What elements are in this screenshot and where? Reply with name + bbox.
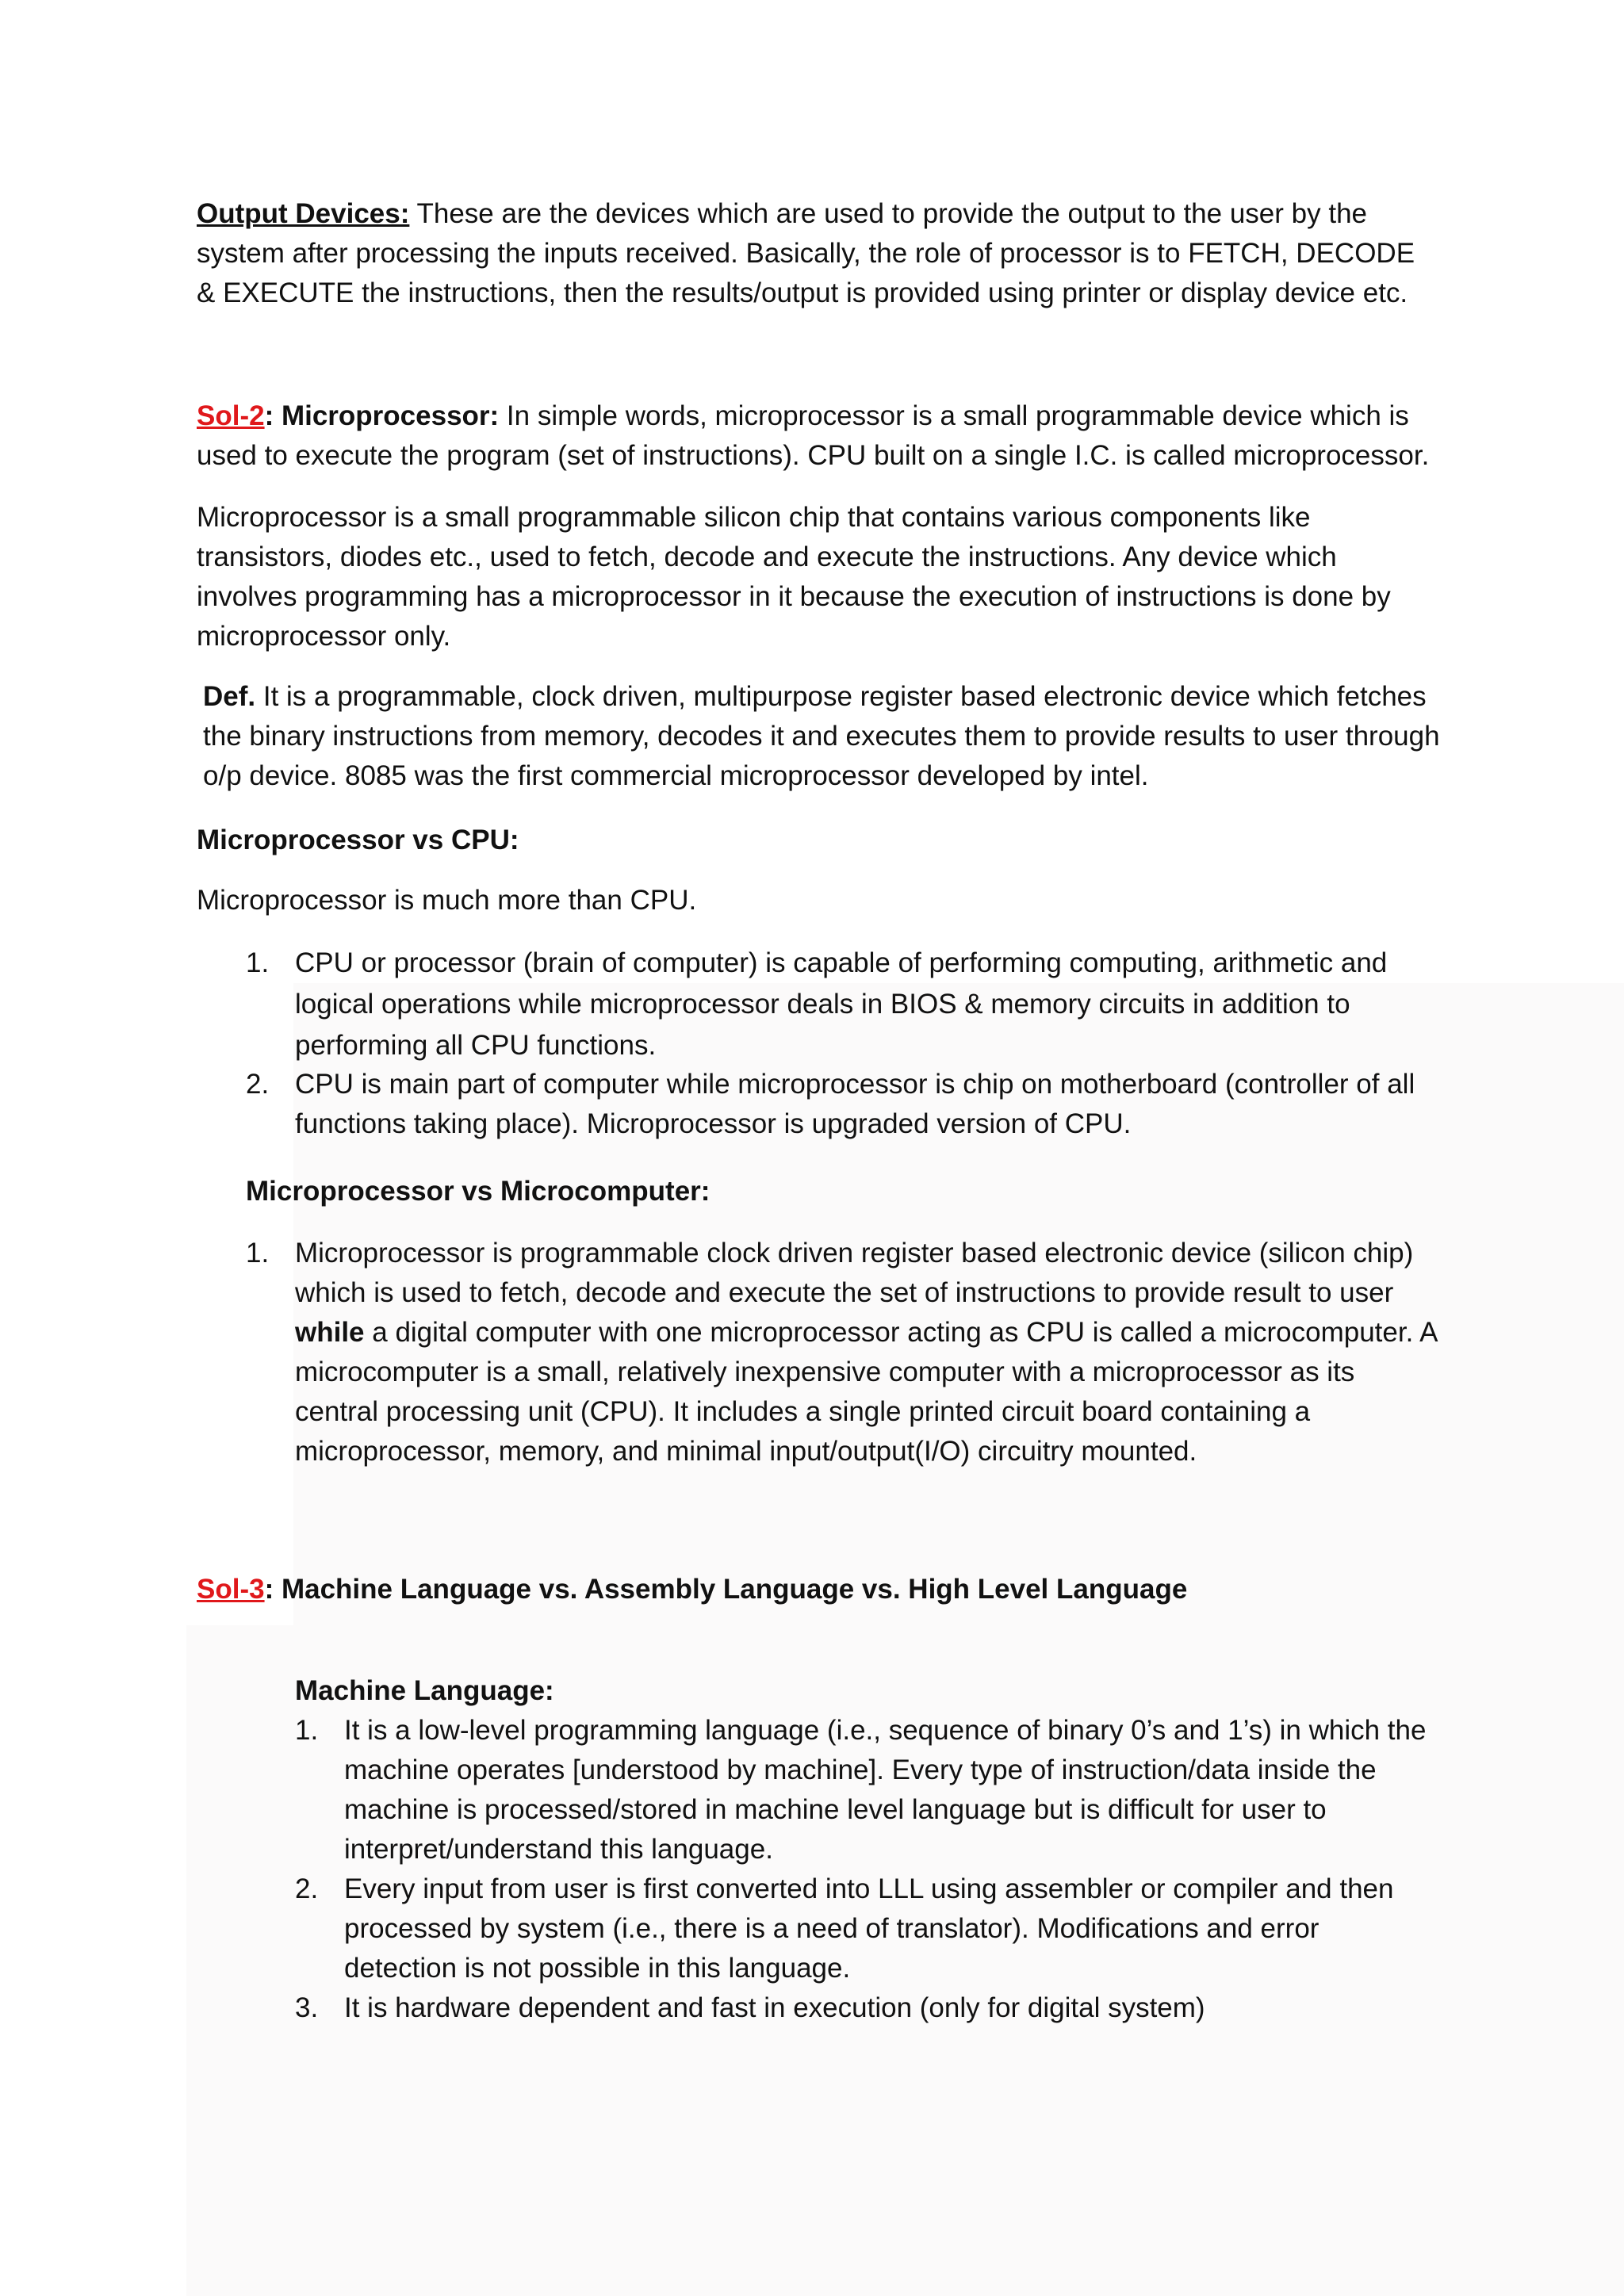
sol2-paragraph-2: Microprocessor is a small programmable silicon chip that contains various components like transistors, diodes etc., used to fetch, decode and execute the instructions. Any device which involves programming has a microprocessor in it because the execution of instructions is done by microprocessor only. [197,502,1391,652]
list-item [246,1234,1437,1471]
definition-paragraph [203,677,1440,796]
list-number: 2. [246,1069,270,1100]
sol2-title: Microprocessor: [274,400,500,431]
output-devices-text: These are the devices which are used to provide the output to the user by the system after processing the inputs received. Basically, the role of processor is to FETCH, DECODE & EXECUTE the instructions, then the results/output is provided using printer or display device etc. [197,198,1415,308]
list-number: 1. [246,1238,270,1269]
sol3-colon: : [264,1574,274,1605]
sol2-colon: : [264,400,274,431]
list-item-text-continued: a digital computer with one microprocessor acting as CPU is called a microcomputer. A microcomputer is a small, relatively inexpensive computer with a microprocessor as its central processing unit (CPU). It includes a single printed circuit board containing a microprocessor, memory, and minimal input/output(I/O) circuitry mounted. [295,1317,1437,1467]
sol3-title: Machine Language vs. Assembly Language vs. High Level Language [274,1574,1188,1605]
definition-text: It is a programmable, clock driven, multipurpose register based electronic device which fetches the binary instructions from memory, decodes it and executes them to provide results to user through o/p device. 8085 was the first commercial microprocessor developed by intel. [203,681,1440,791]
output-devices-label: Output Devices: [197,198,410,229]
vs-cpu-list [246,943,1437,1144]
sol2-intro-paragraph [197,396,1434,476]
sol2-intro-text: In simple words, microprocessor is a small programmable device which is used to execute the program (set of instructions). CPU built on a single I.C. is called microprocessor. [197,400,1430,471]
list-number: 1. [246,947,270,978]
sol3-heading [197,1570,1187,1609]
sol2-tag: Sol-2 [197,400,265,431]
machine-language-list [295,1711,1438,2028]
list-item-text: Microprocessor is programmable clock driven register based electronic device (silicon chip) which is used to fetch, decode and execute the set of instructions to provide result to user [295,1238,1414,1308]
vs-microcomputer-heading: Microprocessor vs Microcomputer: [246,1176,710,1207]
list-item [246,1065,1437,1144]
vs-cpu-heading: Microprocessor vs CPU: [197,825,519,855]
list-item [295,1988,1438,2028]
list-item [246,943,1437,1066]
vs-cpu-intro: Microprocessor is much more than CPU. [197,885,697,916]
list-item-text: It is a low-level programming language (i.e., sequence of binary 0’s and 1’s) in which the machine operates [understood by machine]. Every type of instruction/data inside the machine is processed/stored in machine level language but is difficult for user to interpret/understand this language. [344,1715,1427,1865]
list-item [295,1711,1438,1869]
vs-microcomputer-list [246,1234,1437,1471]
list-item-text: CPU or processor (brain of computer) is capable of performing computing, arithmetic and logical operations while microprocessor deals in BIOS & memory circuits in addition to performing all CPU functions. [295,947,1388,1061]
list-item-text: Every input from user is first converted into LLL using assembler or compiler and then processed by system (i.e., there is a need of translator). Modifications and error detection is not possible in this language. [344,1873,1394,1984]
list-number: 2. [295,1873,319,1904]
list-item-bold-word: while [295,1317,365,1348]
list-item [295,1869,1438,1988]
list-item-text: It is hardware dependent and fast in execution (only for digital system) [344,1992,1205,2023]
list-number: 3. [295,1992,319,2023]
list-number: 1. [295,1715,319,1746]
machine-language-heading: Machine Language: [295,1675,554,1706]
list-item-text: CPU is main part of computer while microprocessor is chip on motherboard (controller of all functions taking place). Microprocessor is upgraded version of CPU. [295,1069,1415,1139]
output-devices-paragraph [197,194,1434,313]
definition-label: Def. [203,681,256,712]
sol3-tag: Sol-3 [197,1574,265,1605]
